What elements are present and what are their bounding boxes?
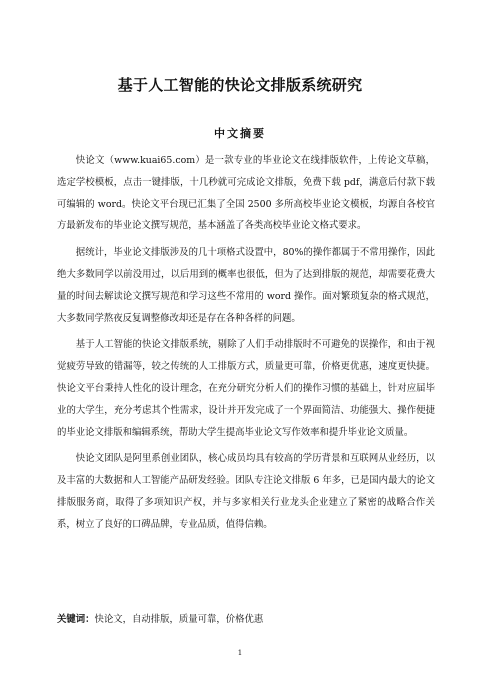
keywords-line xyxy=(57,612,435,628)
abstract-heading: 中文摘要 xyxy=(214,127,266,140)
page-number: 1 xyxy=(237,649,243,657)
page-title: 基于人工智能的快论文排版系统研究 xyxy=(117,76,363,94)
keywords-value: 快论文，自动排版，质量可靠，价格优惠 xyxy=(94,614,264,625)
keywords-label: 关键词： xyxy=(57,614,95,625)
abstract-paragraph: 快论文（www.kuai65.com）是一款专业的毕业论文在线排版软件，上传论文草稿，选定学校模板，点击一键排版，十几秒就可完成论文排版，免费下载 pdf，满意后付款下载可编辑的 word。快论文平台现已汇集了全国 2500 多所高校毕业论文模板，均源自各校官方最新发布的毕业论文撰写规范，基本涵盖了各类高校毕业论文格式要求。 xyxy=(57,155,435,232)
abstract-paragraph: 基于人工智能的快论文排版系统，剔除了人们手动排版时不可避免的误操作，和由于视觉疲劳导致的错漏等，较之传统的人工排版方式，质量更可靠，价格更优惠，速度更快捷。快论文平台秉持人性化的设计理念，在充分研究分析人们的操作习惯的基础上，针对应届毕业的大学生，充分考虑其个性需求，设计并开发完成了一个界面简洁、功能强大、操作便捷的毕业论文排版和编辑系统，帮助大学生提高毕业论文写作效率和提升毕业论文质量。 xyxy=(57,339,435,438)
abstract-body xyxy=(57,150,435,541)
abstract-paragraph: 据统计，毕业论文排版涉及的几十项格式设置中，80%的操作都属于不常用操作，因此绝大多数同学以前没用过，以后用到的概率也很低，但为了达到排版的规范，却需要花费大量的时间去解读论文撰写规范和学习这些不常用的 word 操作。面对繁琐复杂的格式规范，大多数同学熬夜反复调整修改却还是存在各种各样的问题。 xyxy=(57,247,435,324)
abstract-paragraph: 快论文团队是阿里系创业团队，核心成员均具有较高的学历背景和互联网从业经历，以及丰富的大数据和人工智能产品研发经验。团队专注论文排版 6 年多，已是国内最大的论文排版服务商，取得了多项知识产权，并与多家相关行业龙头企业建立了紧密的战略合作关系，树立了良好的口碑品牌，专业品质，值得信赖。 xyxy=(57,453,435,530)
